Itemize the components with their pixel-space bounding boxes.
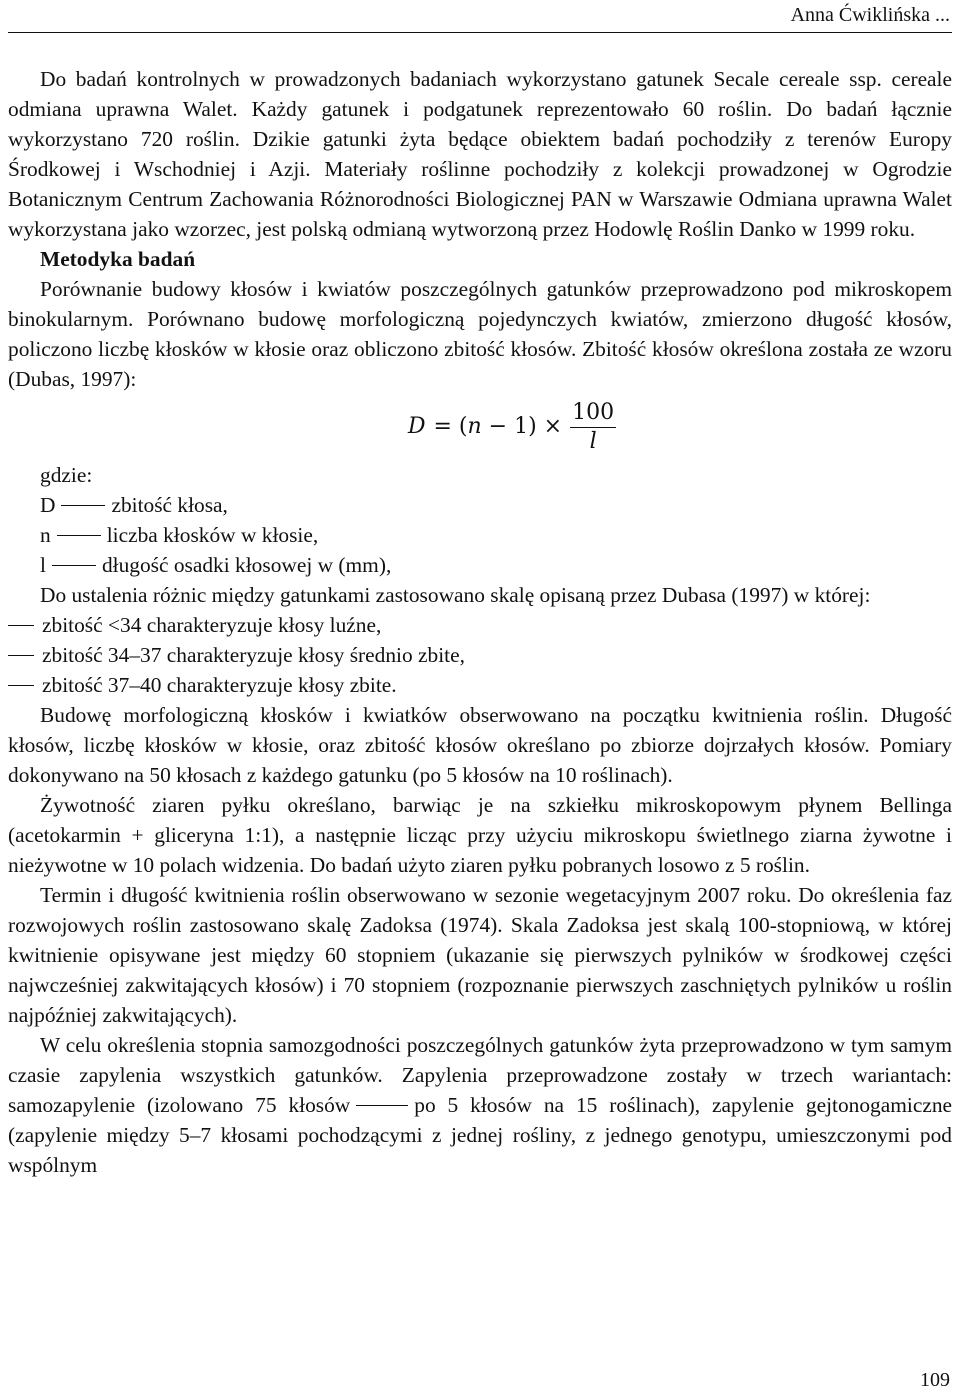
scale-item: [8, 610, 952, 640]
dash-glyph: [8, 655, 34, 656]
dash-glyph: [356, 1105, 408, 1106]
pollination-text-a: W celu określenia stopnia samozgodności poszczególnych gatunków żyta przeprowadzono w tym samym czasie zapylenia wszystkich gatunków. Zapylenia przeprowadzone zostały w trzech wariantach: samozapylenie (izolowano 75 kłosów: [8, 1033, 952, 1117]
definition-symbol: D: [40, 493, 56, 517]
dash-glyph: [61, 505, 105, 506]
density-formula: [72, 396, 952, 458]
definition-text: zbitość kłosa,: [111, 493, 228, 517]
paragraph-pollen: Żywotność ziaren pyłku określano, barwiąc je na szkiełku mikroskopowym płynem Bellinga (acetokarmin + gliceryna 1:1), a następnie licząc przy użyciu mikroskopu świetlnego ziarna żywotne i nieżywotne w 10 polach widzenia. Do badań użyto ziaren pyłku pobranych losowo z 5 roślin.: [8, 793, 952, 877]
formula-minus-one: − 1) ×: [481, 414, 563, 439]
paragraph-scale-intro: Do ustalenia różnic między gatunkami zastosowano skalę opisaną przez Dubasa (1997) w której:: [40, 583, 871, 607]
scale-item: [8, 670, 952, 700]
running-head: Anna Ćwiklińska ...: [790, 4, 950, 26]
definition-item: [8, 520, 952, 550]
paragraph-morphology: Budowę morfologiczną kłosków i kwiatków obserwowano na początku kwitnienia roślin. Długość kłosów, liczbę kłosków w kłosie, oraz zbitość kłosów określano po zbiorze dojrzałych kłosów. Pomiary dokonywano na 50 kłosach z każdego gatunku (po 5 kłosów na 10 roślinach).: [8, 703, 952, 787]
formula-denominator: l: [589, 428, 597, 454]
dash-glyph: [8, 625, 34, 626]
definition-symbol: l: [40, 553, 46, 577]
definition-text: liczba kłosków w kłosie,: [106, 523, 319, 547]
formula-fraction: [570, 399, 616, 456]
paragraph-methods: Porównanie budowy kłosów i kwiatów poszczególnych gatunków przeprowadzono pod mikroskopem binokularnym. Porównano budowę morfologiczną pojedynczych kwiatów, zmierzono długość kłosów, policzono liczbę kłosków w kłosie oraz obliczono zbitość kłosów. Zbitość kłosów określona została ze wzoru (Dubas, 1997):: [8, 277, 952, 391]
page-number: 109: [920, 1369, 950, 1391]
scale-text: zbitość <34 charakteryzuje kłosy luźne,: [42, 613, 382, 637]
formula-lhs: D: [407, 414, 426, 439]
paragraph-materials: Do badań kontrolnych w prowadzonych badaniach wykorzystano gatunek Secale cereale ssp. cereale odmiana uprawna Walet. Każdy gatunek i podgatunek reprezentowało 60 roślin. Do badań łącznie wykorzystano 720 roślin. Dzikie gatunki żyta będące obiektem badań pochodziły z terenów Europy Środkowej i Wschodniej i Azji. Materiały roślinne pochodziły z kolekcji prowadzonej w Ogrodzie Botanicznym Centrum Zachowania Różnorodności Biologicznej PAN w Warszawie Odmiana uprawna Walet wykorzystana jako wzorzec, jest polską odmianą wytworzoną przez Hodowlę Roślin Danko w 1999 roku.: [8, 67, 952, 241]
where-label: gdzie:: [40, 463, 93, 487]
formula-numerator: 100: [570, 399, 616, 428]
formula-n: n: [467, 414, 482, 439]
paragraph-flowering: Termin i długość kwitnienia roślin obserwowano w sezonie wegetacyjnym 2007 roku. Do określenia faz rozwojowych roślin zastosowano skalę Zadoksa (1974). Skala Zadoksa jest skalą 100-stopniową, w której kwitnienie opisywane jest między 60 stopniem (ukazanie się pierwszych pylników w środkowej części najwcześniej zakwitających kłosów) i 70 stopniem (rozpoznanie pierwszych zaschniętych pylników u roślin najpóźniej zakwitających).: [8, 883, 952, 1027]
formula-eq: = (: [433, 414, 468, 439]
definition-item: [8, 490, 952, 520]
definition-symbol: n: [40, 523, 51, 547]
dash-glyph: [57, 535, 101, 536]
paragraph-pollination: [8, 1030, 952, 1180]
scale-item: [8, 640, 952, 670]
dash-glyph: [52, 565, 96, 566]
pollination-text-b: po 5 kłosów na 15 roślinach), zapylenie gejtonogamiczne (zapylenie między 5–7 kłosami pochodzącymi z jednej rośliny, z jednego genotypu, umieszczonymi pod wspólnym: [8, 1093, 953, 1177]
dash-glyph: [8, 685, 34, 686]
definition-item: [8, 550, 952, 580]
page-body: [8, 64, 952, 1180]
header-rule: [8, 32, 952, 33]
scale-text: zbitość 37–40 charakteryzuje kłosy zbite.: [42, 673, 397, 697]
definition-text: długość osadki kłosowej w (mm),: [101, 553, 392, 577]
scale-text: zbitość 34–37 charakteryzuje kłosy średnio zbite,: [42, 643, 465, 667]
section-heading: Metodyka badań: [40, 247, 196, 271]
